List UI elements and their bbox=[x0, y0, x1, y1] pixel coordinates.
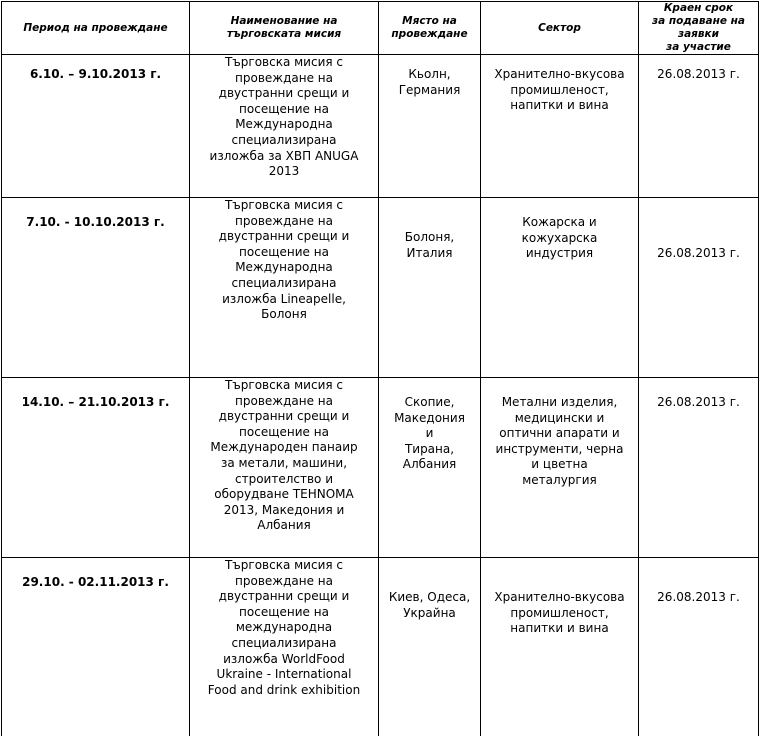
row-sector: Хранително-вкусова промишленост, напитки и вина bbox=[481, 55, 639, 198]
table-row bbox=[2, 378, 759, 558]
row-mission-name: Търговска мисия с провеждане на двустранни срещи и посещение на Международна специализирана изложба за ХВП ANUGA 2013 bbox=[190, 55, 379, 198]
row-place: Киев, Одеса, Украйна bbox=[379, 558, 481, 736]
row-period: 14.10. – 21.10.2013 г. bbox=[2, 378, 190, 558]
row-place: Болоня, Италия bbox=[379, 198, 481, 378]
row-deadline: 26.08.2013 г. bbox=[639, 198, 759, 378]
row-place: Скопие, Македония и Тирана, Албания bbox=[379, 378, 481, 558]
row-mission-name: Търговска мисия с провеждане на двустранни срещи и посещение на Международен панаир за метали, машини, строителство и оборудване TEHNOMA 2013, Македония и Албания bbox=[190, 378, 379, 558]
header-deadline: Краен срок за подаване на заявки за участие bbox=[639, 2, 759, 55]
row-place: Кьолн, Германия bbox=[379, 55, 481, 198]
row-sector: Метални изделия, медицински и оптични апарати и инструменти, черна и цветна металургия bbox=[481, 378, 639, 558]
row-period: 6.10. – 9.10.2013 г. bbox=[2, 55, 190, 198]
header-period: Период на провеждане bbox=[2, 2, 190, 55]
row-sector: Хранително-вкусова промишленост, напитки и вина bbox=[481, 558, 639, 736]
row-deadline: 26.08.2013 г. bbox=[639, 378, 759, 558]
row-deadline: 26.08.2013 г. bbox=[639, 55, 759, 198]
trade-missions-table bbox=[1, 1, 759, 736]
row-mission-name: Търговска мисия с провеждане на двустранни срещи и посещение на Международна специализирана изложба Lineapelle, Болоня bbox=[190, 198, 379, 378]
table-row bbox=[2, 558, 759, 736]
header-sector: Сектор bbox=[481, 2, 639, 55]
row-deadline: 26.08.2013 г. bbox=[639, 558, 759, 736]
row-period: 29.10. - 02.11.2013 г. bbox=[2, 558, 190, 736]
header-place: Място на провеждане bbox=[379, 2, 481, 55]
row-mission-name: Търговска мисия с провеждане на двустранни срещи и посещение на международна специализирана изложба WorldFood Ukraine - International Food and drink exhibition bbox=[190, 558, 379, 736]
header-row bbox=[2, 2, 759, 55]
table-row bbox=[2, 55, 759, 198]
row-period: 7.10. - 10.10.2013 г. bbox=[2, 198, 190, 378]
row-sector: Кожарска и кожухарска индустрия bbox=[481, 198, 639, 378]
table-row bbox=[2, 198, 759, 378]
header-mission-name: Наименование на търговската мисия bbox=[190, 2, 379, 55]
